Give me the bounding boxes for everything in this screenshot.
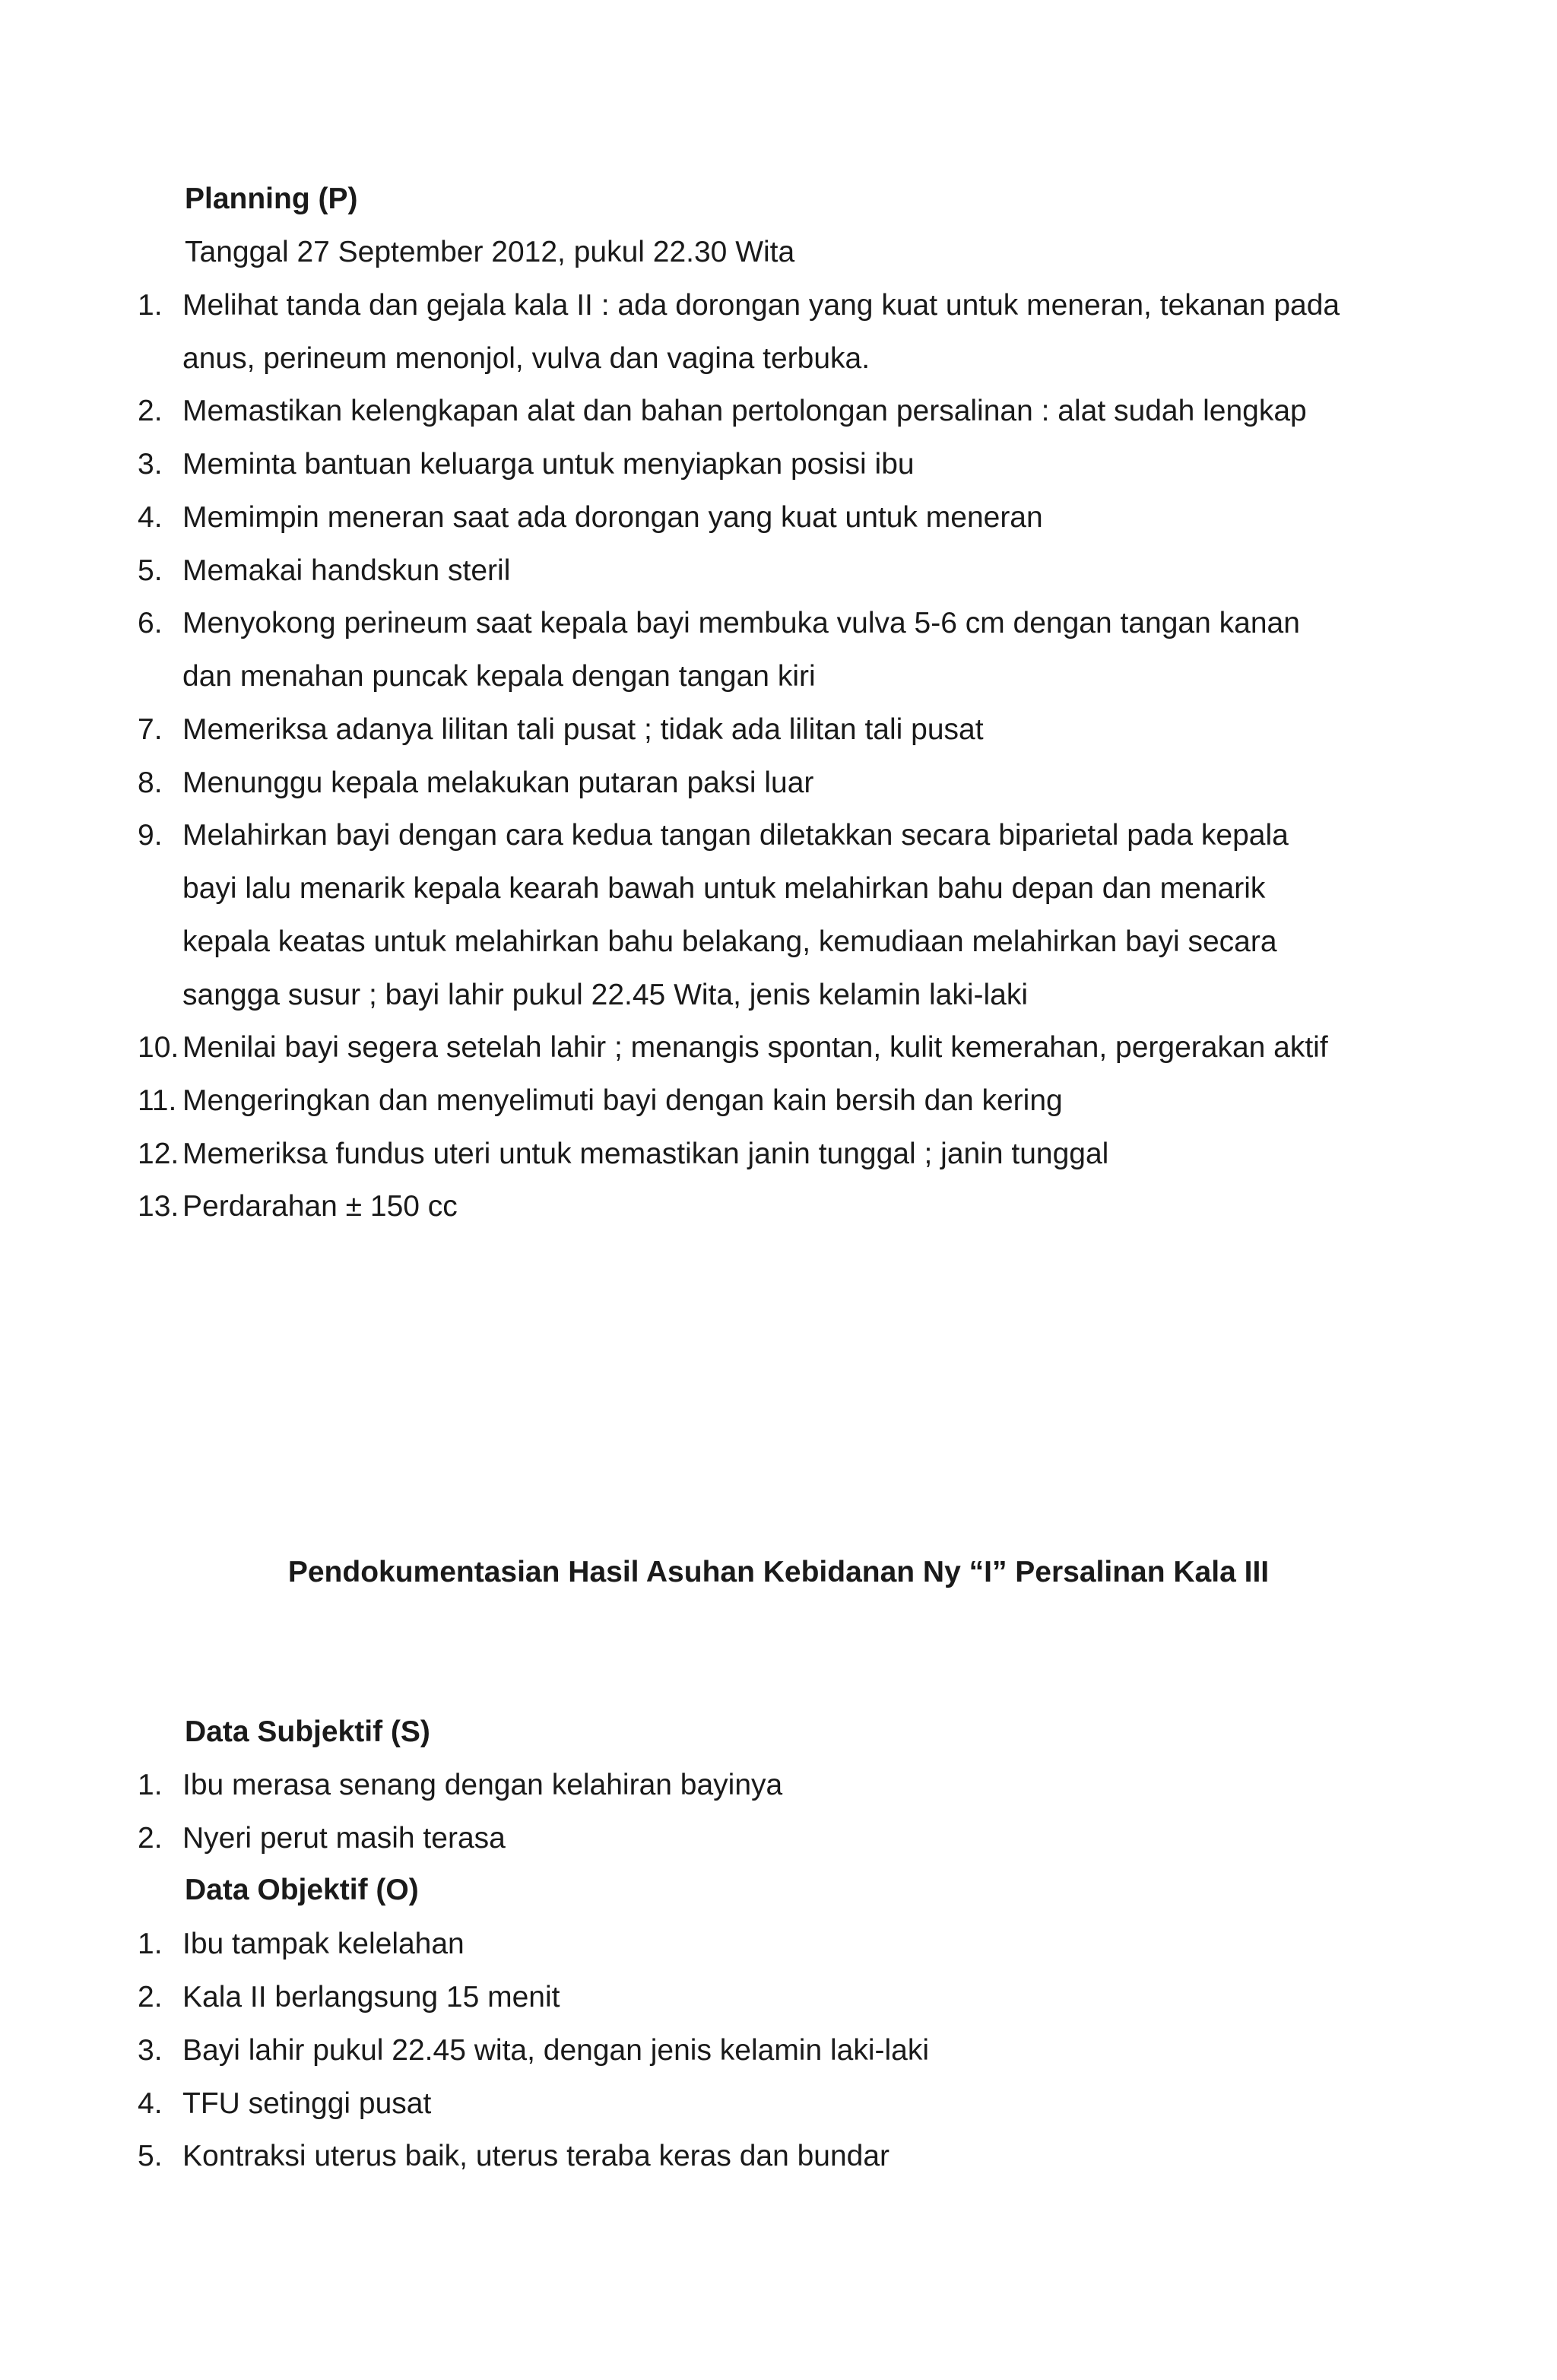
planning-item-text: Menyokong perineum saat kepala bayi membuka vulva 5-6 cm dengan tangan kanan xyxy=(182,607,1300,639)
subjektif-item-number: 1. xyxy=(138,1769,163,1801)
planning-date-line: Tanggal 27 September 2012, pukul 22.30 Wita xyxy=(185,236,795,268)
planning-item-text: dan menahan puncak kepala dengan tangan kiri xyxy=(182,660,816,693)
subjektif-heading: Data Subjektif (S) xyxy=(185,1715,430,1748)
planning-item-number: 6. xyxy=(138,607,163,639)
subjektif-item-text: Ibu merasa senang dengan kelahiran bayinya xyxy=(182,1769,783,1801)
planning-item-number: 1. xyxy=(138,289,163,322)
planning-item-number: 7. xyxy=(138,713,163,746)
planning-item-text: Memastikan kelengkapan alat dan bahan pertolongan persalinan : alat sudah lengkap xyxy=(182,395,1307,427)
objektif-item-text: TFU setinggi pusat xyxy=(182,2087,432,2120)
objektif-item-number: 2. xyxy=(138,1981,163,2013)
planning-item-text: sangga susur ; bayi lahir pukul 22.45 Wita, jenis kelamin laki-laki xyxy=(182,979,1029,1011)
planning-item-text: Perdarahan ± 150 cc xyxy=(182,1190,458,1223)
subjektif-item-text: Nyeri perut masih terasa xyxy=(182,1822,506,1855)
objektif-item-number: 4. xyxy=(138,2087,163,2120)
planning-item-number: 9. xyxy=(138,819,163,852)
planning-item-text: Meminta bantuan keluarga untuk menyiapkan posisi ibu xyxy=(182,448,915,481)
objektif-item-text: Bayi lahir pukul 22.45 wita, dengan jenis kelamin laki-laki xyxy=(182,2034,930,2067)
planning-item-number: 3. xyxy=(138,448,163,481)
planning-item-text: Memeriksa adanya lilitan tali pusat ; tidak ada lilitan tali pusat xyxy=(182,713,984,746)
objektif-item-text: Kala II berlangsung 15 menit xyxy=(182,1981,560,2013)
planning-item-text: Melihat tanda dan gejala kala II : ada dorongan yang kuat untuk meneran, tekanan pada xyxy=(182,289,1340,322)
planning-item-text: Memimpin meneran saat ada dorongan yang kuat untuk meneran xyxy=(182,501,1043,534)
objektif-item-number: 3. xyxy=(138,2034,163,2067)
planning-item-number: 12. xyxy=(138,1138,179,1170)
planning-item-text: bayi lalu menarik kepala kearah bawah untuk melahirkan bahu depan dan menarik xyxy=(182,872,1266,905)
planning-heading: Planning (P) xyxy=(185,182,358,215)
objektif-item-text: Kontraksi uterus baik, uterus teraba keras dan bundar xyxy=(182,2140,890,2172)
planning-item-text: kepala keatas untuk melahirkan bahu belakang, kemudiaan melahirkan bayi secara xyxy=(182,925,1277,958)
planning-item-number: 4. xyxy=(138,501,163,534)
planning-item-number: 2. xyxy=(138,395,163,427)
objektif-item-text: Ibu tampak kelelahan xyxy=(182,1928,465,1960)
planning-item-number: 11. xyxy=(138,1084,177,1117)
objektif-heading: Data Objektif (O) xyxy=(185,1874,419,1906)
planning-item-text: anus, perineum menonjol, vulva dan vagina terbuka. xyxy=(182,342,870,375)
planning-item-number: 10. xyxy=(138,1031,179,1064)
section-title: Pendokumentasian Hasil Asuhan Kebidanan Ny “I” Persalinan Kala III xyxy=(287,1556,1270,1588)
planning-item-text: Menunggu kepala melakukan putaran paksi luar xyxy=(182,766,814,799)
planning-item-text: Memeriksa fundus uteri untuk memastikan janin tunggal ; janin tunggal xyxy=(182,1138,1109,1170)
planning-item-number: 13. xyxy=(138,1190,179,1223)
planning-item-text: Mengeringkan dan menyelimuti bayi dengan kain bersih dan kering xyxy=(182,1084,1063,1117)
planning-item-text: Menilai bayi segera setelah lahir ; menangis spontan, kulit kemerahan, pergerakan aktif xyxy=(182,1031,1328,1064)
planning-item-text: Melahirkan bayi dengan cara kedua tangan diletakkan secara biparietal pada kepala xyxy=(182,819,1289,852)
objektif-item-number: 1. xyxy=(138,1928,163,1960)
planning-item-text: Memakai handskun steril xyxy=(182,554,511,587)
subjektif-item-number: 2. xyxy=(138,1822,163,1855)
planning-item-number: 8. xyxy=(138,766,163,799)
objektif-item-number: 5. xyxy=(138,2140,163,2172)
planning-item-number: 5. xyxy=(138,554,163,587)
